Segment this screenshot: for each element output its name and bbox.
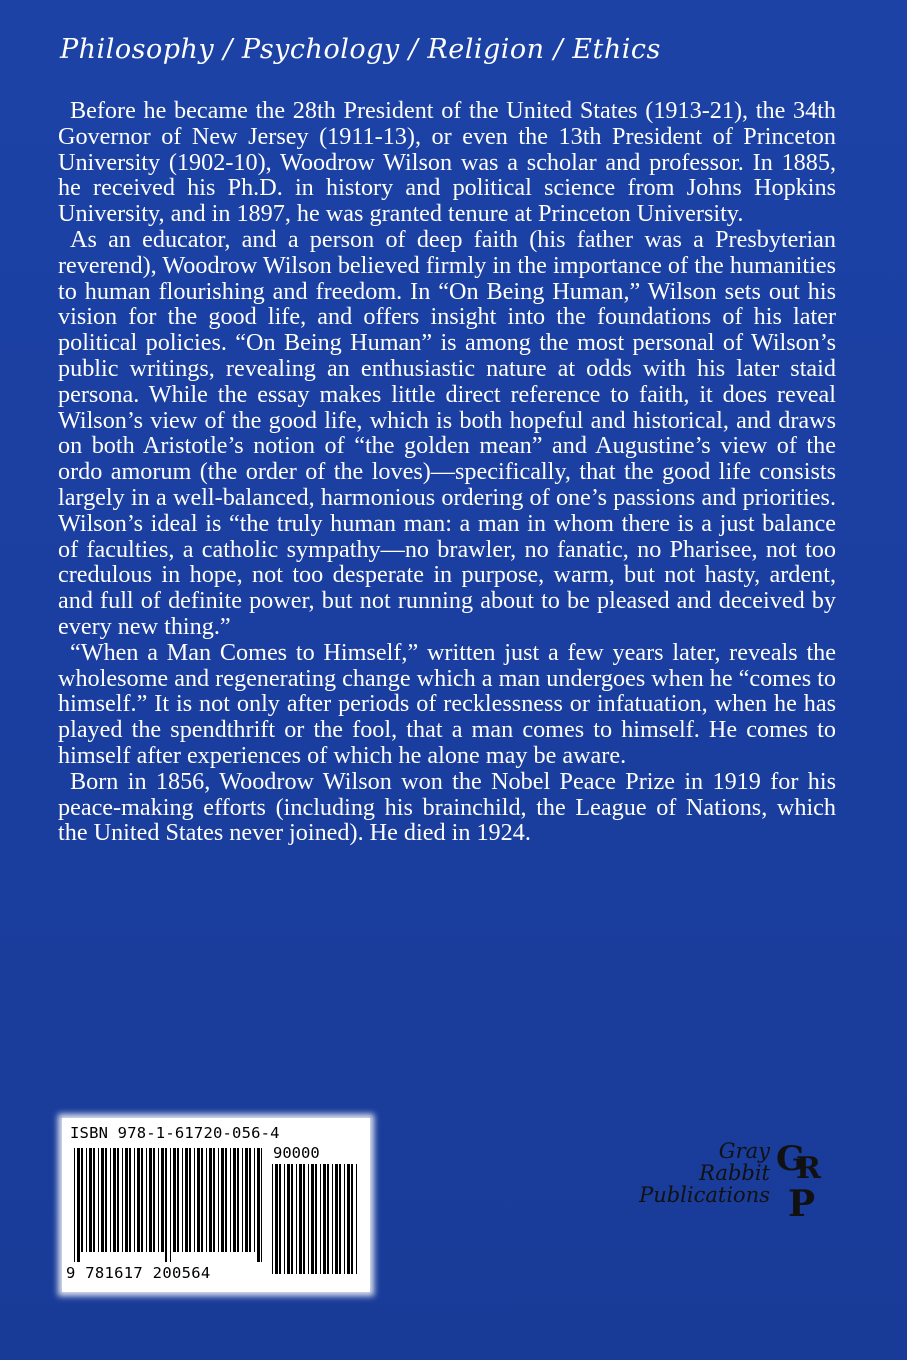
svg-text:P: P bbox=[788, 1183, 816, 1225]
barcode-bar bbox=[125, 1148, 128, 1252]
publisher-logo-icon bbox=[772, 1136, 834, 1228]
barcode-bar bbox=[93, 1148, 95, 1252]
barcode-bar bbox=[237, 1148, 239, 1252]
price-code: 90000 bbox=[273, 1144, 320, 1162]
ean-digits: 9 781617 200564 bbox=[66, 1264, 211, 1282]
barcode-bar bbox=[230, 1148, 231, 1252]
barcode-bar bbox=[315, 1164, 317, 1274]
barcode-bar bbox=[344, 1164, 345, 1274]
barcode-bar bbox=[332, 1164, 333, 1274]
barcode-bar bbox=[197, 1148, 200, 1252]
barcode-bar bbox=[77, 1148, 80, 1262]
blurb-paragraph: “When a Man Comes to Himself,” written just a few years later, reveals the wholesome and regenerating change which a man undergoes when he “comes to himself.” It is not only after periods of recklessness or infatuation, when he has played the spendthrift or the fool, that a man comes to himself. He comes to himself after experiences of which he alone may be aware. bbox=[58, 638, 836, 769]
publisher-name bbox=[560, 1140, 770, 1206]
barcode-bar bbox=[284, 1164, 285, 1274]
barcode-bar bbox=[182, 1148, 183, 1252]
barcode-bar bbox=[291, 1164, 293, 1274]
barcode-bar bbox=[122, 1148, 123, 1252]
blurb-paragraph: As an educator, and a person of deep faith (his father was a Presbyterian reverend), Woodrow Wilson believed firmly in the importance of the humanities to human flourishing and freedom. In “On Being Human,” Wilson sets out his vision for the good life, and offers insight into the foundations of his later political policies. “On Being Human” is among the most personal of Wilson’s public writings, revealing an enthusiastic nature at odds with his later staid persona. While the essay makes little direct reference to faith, it does reveal Wilson’s view of the good life, which is both hopeful and historical, and draws on both Aristotle’s notion of “the golden mean” and Augustine’s view of the ordo amorum (the order of the loves)—specifically, that the good life consists largely in a well-balanced, harmonious ordering of one’s passions and priorities. Wilson’s ideal is “the truly human man: a man in whom there is a just balance of faculties, a catholic sympathy—no brawler, no fanatic, no Pharisee, not too credulous in hope, not too desperate in purpose, warm, but not hasty, ardent, and full of definite power, but not running about to be pleased and deceived by every new thing.” bbox=[58, 225, 836, 640]
barcode-bar bbox=[245, 1148, 248, 1252]
barcode-bar bbox=[327, 1164, 329, 1274]
barcode-bar bbox=[257, 1148, 260, 1262]
barcode-bar bbox=[89, 1148, 92, 1252]
publisher-line: Gray bbox=[718, 1139, 770, 1163]
barcode-bar bbox=[194, 1148, 195, 1252]
barcode-bar bbox=[311, 1164, 314, 1274]
barcode-bar bbox=[275, 1164, 278, 1274]
barcode-bar bbox=[141, 1148, 143, 1252]
barcode-bar bbox=[335, 1164, 338, 1274]
barcode-bar bbox=[81, 1148, 83, 1252]
barcode-bar bbox=[98, 1148, 99, 1252]
barcode-bar bbox=[110, 1148, 111, 1252]
barcode-bar bbox=[225, 1148, 227, 1252]
barcode-bar bbox=[101, 1148, 104, 1252]
barcode-bar bbox=[254, 1148, 255, 1252]
barcode-panel bbox=[62, 1118, 370, 1292]
barcode-bar bbox=[74, 1148, 75, 1262]
barcode-bar bbox=[351, 1164, 353, 1274]
barcode-bar bbox=[177, 1148, 179, 1252]
barcode-bar bbox=[339, 1164, 341, 1274]
blurb-text bbox=[58, 98, 836, 846]
barcode-bar bbox=[173, 1148, 176, 1252]
barcode-bar bbox=[134, 1148, 135, 1252]
barcode-bar bbox=[287, 1164, 290, 1274]
blurb-paragraph: Born in 1856, Woodrow Wilson won the Nobel Peace Prize in 1919 for his peace-making efforts (including his brainchild, the League of Nations, which the United States never joined). He died in 1924. bbox=[58, 767, 836, 847]
barcode-bar bbox=[303, 1164, 305, 1274]
barcode-bar bbox=[149, 1148, 152, 1252]
barcode-bar bbox=[117, 1148, 119, 1252]
barcode-bar bbox=[221, 1148, 224, 1252]
barcode-bar bbox=[201, 1148, 203, 1252]
barcode-bar bbox=[249, 1148, 251, 1252]
svg-text:R: R bbox=[796, 1151, 821, 1186]
barcode-bar bbox=[206, 1148, 207, 1252]
barcode-bar bbox=[185, 1148, 188, 1252]
barcode-bar bbox=[261, 1148, 262, 1262]
barcode-bar bbox=[320, 1164, 321, 1274]
barcode-bar bbox=[213, 1148, 215, 1252]
barcode-bar bbox=[105, 1148, 107, 1252]
barcode-bar bbox=[272, 1164, 273, 1274]
barcode-bar bbox=[296, 1164, 297, 1274]
svg-text:G: G bbox=[776, 1139, 806, 1179]
barcode-bar bbox=[279, 1164, 281, 1274]
barcode-bar bbox=[242, 1148, 243, 1252]
barcode-bar bbox=[153, 1148, 155, 1252]
category-line: Philosophy / Psychology / Religion / Ethics bbox=[60, 34, 661, 65]
barcode-bar bbox=[113, 1148, 116, 1252]
barcode-bar bbox=[308, 1164, 309, 1274]
barcode-bar bbox=[137, 1148, 140, 1252]
barcode-bar bbox=[161, 1148, 164, 1252]
isbn-label: ISBN 978-1-61720-056-4 bbox=[70, 1124, 280, 1142]
addon-barcode bbox=[272, 1164, 358, 1284]
barcode-bar bbox=[299, 1164, 302, 1274]
barcode-bar bbox=[86, 1148, 87, 1252]
barcode-bar bbox=[170, 1148, 171, 1262]
blurb-paragraph: Before he became the 28th President of the United States (1913-21), the 34th Governor of New Jersey (1911-13), or even the 13th President of Princeton University (1902-10), Woodrow Wilson was a scholar and professor. In 1885, he received his Ph.D. in history and political science from Johns Hopkins University, and in 1897, he was granted tenure at Princeton University. bbox=[58, 97, 836, 228]
barcode-bar bbox=[347, 1164, 350, 1274]
barcode-bar bbox=[209, 1148, 212, 1252]
ean-barcode bbox=[74, 1148, 262, 1262]
barcode-bar bbox=[233, 1148, 236, 1252]
publisher-line: Publications bbox=[639, 1183, 770, 1207]
barcode-bar bbox=[129, 1148, 131, 1252]
barcode-bar bbox=[165, 1148, 167, 1262]
publisher-line: Rabbit bbox=[699, 1161, 770, 1185]
barcode-bar bbox=[356, 1164, 357, 1274]
barcode-bar bbox=[323, 1164, 326, 1274]
barcode-bar bbox=[218, 1148, 219, 1252]
barcode-bar bbox=[189, 1148, 191, 1252]
barcode-bar bbox=[146, 1148, 147, 1252]
barcode-bar bbox=[158, 1148, 159, 1252]
